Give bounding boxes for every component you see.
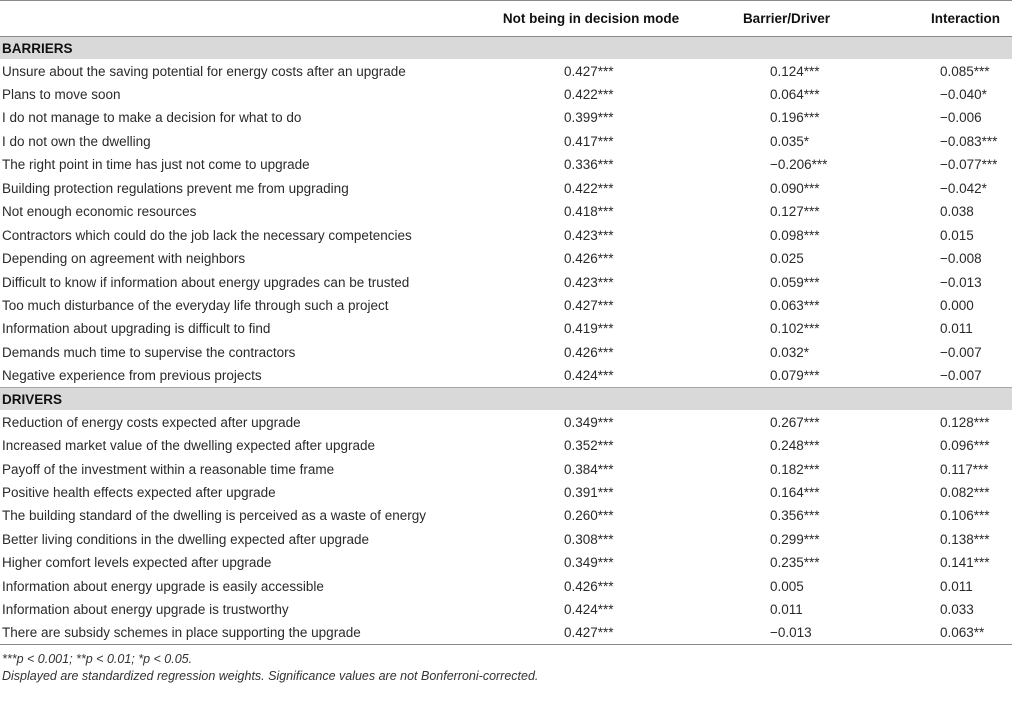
value-not-decision-mode-cell [500, 434, 682, 457]
table-row [0, 106, 1012, 129]
value-not-decision-mode-cell [500, 270, 682, 293]
table-row [0, 457, 1012, 480]
value-not-decision-mode: 0.427*** [564, 297, 614, 313]
value-interaction: −0.013 [940, 274, 982, 290]
value-interaction-cell [864, 434, 1012, 457]
table-header [0, 1, 1012, 37]
row-label: I do not manage to make a decision for what to do [2, 110, 302, 126]
row-label: Too much disturbance of the everyday life through such a project [2, 297, 389, 313]
value-barrier-driver-cell [682, 106, 864, 129]
value-barrier-driver: 0.356*** [770, 508, 820, 524]
row-label: Demands much time to supervise the contractors [2, 344, 296, 360]
value-barrier-driver: 0.011 [770, 602, 803, 618]
value-interaction: −0.007 [940, 368, 982, 384]
value-barrier-driver: 0.267*** [770, 414, 820, 430]
value-barrier-driver: 0.235*** [770, 555, 820, 571]
table-row [0, 364, 1012, 387]
value-not-decision-mode-cell [500, 83, 682, 106]
value-barrier-driver: 0.005 [770, 578, 804, 594]
row-label: Better living conditions in the dwelling expected after upgrade [2, 531, 369, 547]
value-not-decision-mode: 0.391*** [564, 484, 614, 500]
value-not-decision-mode: 0.336*** [564, 157, 614, 173]
value-not-decision-mode: 0.423*** [564, 274, 614, 290]
value-barrier-driver-cell [682, 410, 864, 433]
row-label: Building protection regulations prevent me from upgrading [2, 180, 349, 196]
table-row [0, 130, 1012, 153]
value-barrier-driver-cell [682, 270, 864, 293]
value-interaction: −0.042* [940, 180, 987, 196]
value-barrier-driver-cell [682, 83, 864, 106]
section-title: DRIVERS [0, 388, 1012, 411]
value-interaction: 0.038 [940, 204, 974, 220]
value-interaction-cell [864, 551, 1012, 574]
value-interaction: 0.085*** [940, 63, 990, 79]
value-not-decision-mode-cell [500, 504, 682, 527]
value-not-decision-mode-cell [500, 153, 682, 176]
value-barrier-driver: 0.063*** [770, 297, 820, 313]
value-not-decision-mode: 0.399*** [564, 110, 614, 126]
header-not-decision-mode: Not being in decision mode [500, 1, 682, 37]
value-barrier-driver-cell [682, 153, 864, 176]
value-not-decision-mode-cell [500, 598, 682, 621]
table-row [0, 83, 1012, 106]
value-barrier-driver: 0.090*** [770, 180, 820, 196]
value-not-decision-mode: 0.260*** [564, 508, 614, 524]
value-barrier-driver-cell [682, 434, 864, 457]
section-header-drivers [0, 388, 1012, 411]
value-barrier-driver-cell [682, 364, 864, 387]
value-interaction: 0.033 [940, 602, 974, 618]
value-interaction-cell [864, 504, 1012, 527]
value-not-decision-mode: 0.426*** [564, 578, 614, 594]
row-label: Payoff of the investment within a reasonable time frame [2, 461, 335, 477]
value-not-decision-mode-cell [500, 574, 682, 597]
table-row [0, 481, 1012, 504]
header-interaction: Interaction [864, 1, 1012, 37]
value-barrier-driver: 0.164*** [770, 484, 820, 500]
row-label: Information about upgrading is difficult to find [2, 321, 271, 337]
value-barrier-driver: 0.299*** [770, 531, 820, 547]
value-not-decision-mode-cell [500, 59, 682, 82]
value-not-decision-mode-cell [500, 457, 682, 480]
value-barrier-driver: 0.248*** [770, 438, 820, 454]
value-barrier-driver: 0.064*** [770, 87, 820, 103]
value-barrier-driver-cell [682, 457, 864, 480]
value-not-decision-mode: 0.422*** [564, 87, 614, 103]
table-row [0, 574, 1012, 597]
value-interaction: 0.106*** [940, 508, 990, 524]
value-not-decision-mode-cell [500, 364, 682, 387]
value-not-decision-mode: 0.384*** [564, 461, 614, 477]
value-not-decision-mode-cell [500, 341, 682, 364]
value-not-decision-mode-cell [500, 247, 682, 270]
row-label: Unsure about the saving potential for energy costs after an upgrade [2, 63, 406, 79]
value-interaction: −0.007 [940, 344, 982, 360]
table-notes [0, 645, 1012, 685]
value-barrier-driver-cell [682, 317, 864, 340]
value-interaction: 0.011 [940, 578, 973, 594]
value-interaction-cell [864, 294, 1012, 317]
value-interaction: −0.006 [940, 110, 982, 126]
value-interaction-cell [864, 177, 1012, 200]
value-barrier-driver: −0.013 [770, 625, 812, 641]
row-label: I do not own the dwelling [2, 133, 151, 149]
value-interaction-cell [864, 200, 1012, 223]
value-interaction: 0.063** [940, 625, 985, 641]
value-barrier-driver-cell [682, 294, 864, 317]
value-not-decision-mode-cell [500, 200, 682, 223]
value-barrier-driver: 0.025 [770, 251, 804, 267]
value-interaction: 0.000 [940, 297, 974, 313]
value-interaction: 0.082*** [940, 484, 990, 500]
row-label: There are subsidy schemes in place supporting the upgrade [0, 621, 500, 644]
value-not-decision-mode-cell [500, 621, 682, 644]
value-not-decision-mode: 0.423*** [564, 227, 614, 243]
table-row [0, 247, 1012, 270]
value-interaction: 0.117*** [940, 461, 989, 477]
value-barrier-driver-cell [682, 130, 864, 153]
header-label-column [0, 1, 500, 37]
value-barrier-driver-cell [682, 551, 864, 574]
value-barrier-driver-cell [682, 598, 864, 621]
value-barrier-driver: 0.196*** [770, 110, 820, 126]
row-label: Contractors which could do the job lack the necessary competencies [2, 227, 412, 243]
value-not-decision-mode: 0.349*** [564, 414, 614, 430]
value-interaction-cell [864, 621, 1012, 644]
value-not-decision-mode-cell [500, 130, 682, 153]
value-interaction-cell [864, 457, 1012, 480]
row-label: Information about energy upgrade is trustworthy [2, 602, 289, 618]
value-interaction-cell [864, 364, 1012, 387]
value-interaction: −0.008 [940, 251, 982, 267]
value-interaction: 0.138*** [940, 531, 990, 547]
value-interaction: 0.011 [940, 321, 973, 337]
value-barrier-driver-cell [682, 200, 864, 223]
value-interaction-cell [864, 481, 1012, 504]
value-barrier-driver: −0.206*** [770, 157, 828, 173]
value-interaction-cell [864, 598, 1012, 621]
table-row [0, 551, 1012, 574]
significance-note: ***p < 0.001; **p < 0.01; *p < 0.05. [2, 652, 193, 667]
table-row [0, 294, 1012, 317]
value-interaction-cell [864, 574, 1012, 597]
value-not-decision-mode-cell [500, 410, 682, 433]
value-not-decision-mode-cell [500, 177, 682, 200]
value-interaction: 0.015 [940, 227, 974, 243]
row-label: Not enough economic resources [2, 204, 197, 220]
table-row [0, 341, 1012, 364]
value-interaction-cell [864, 528, 1012, 551]
value-not-decision-mode: 0.352*** [564, 438, 614, 454]
row-label: The building standard of the dwelling is perceived as a waste of energy [2, 508, 427, 524]
row-label: Reduction of energy costs expected after upgrade [2, 414, 301, 430]
row-label: Negative experience from previous projects [2, 368, 262, 384]
value-barrier-driver-cell [682, 223, 864, 246]
value-interaction: −0.040* [940, 87, 987, 103]
row-label: Increased market value of the dwelling expected after upgrade [2, 438, 375, 454]
row-label: The right point in time has just not come to upgrade [2, 157, 310, 173]
value-not-decision-mode-cell [500, 528, 682, 551]
value-not-decision-mode: 0.418*** [564, 204, 614, 220]
value-barrier-driver-cell [682, 177, 864, 200]
value-not-decision-mode-cell [500, 481, 682, 504]
value-interaction: −0.077*** [940, 157, 998, 173]
table-row [0, 434, 1012, 457]
table-row [0, 153, 1012, 176]
section-title: BARRIERS [0, 37, 1012, 60]
value-interaction-cell [864, 223, 1012, 246]
value-barrier-driver: 0.124*** [770, 63, 820, 79]
table-row [0, 200, 1012, 223]
value-not-decision-mode: 0.422*** [564, 180, 614, 196]
table-row [0, 317, 1012, 340]
value-barrier-driver-cell [682, 504, 864, 527]
table-body [0, 37, 1012, 645]
value-barrier-driver: 0.059*** [770, 274, 820, 290]
value-barrier-driver: 0.032* [770, 344, 810, 360]
value-not-decision-mode: 0.424*** [564, 368, 614, 384]
value-interaction-cell [864, 130, 1012, 153]
value-barrier-driver: 0.127*** [770, 204, 820, 220]
section-header-barriers [0, 37, 1012, 60]
value-barrier-driver-cell [682, 528, 864, 551]
row-label: Plans to move soon [2, 87, 121, 103]
value-barrier-driver: 0.102*** [770, 321, 820, 337]
value-not-decision-mode: 0.426*** [564, 251, 614, 267]
value-not-decision-mode: 0.349*** [564, 555, 614, 571]
value-barrier-driver-cell [682, 574, 864, 597]
value-not-decision-mode-cell [500, 223, 682, 246]
value-barrier-driver-cell [682, 59, 864, 82]
table-row [0, 528, 1012, 551]
value-not-decision-mode-cell [500, 294, 682, 317]
value-not-decision-mode-cell [500, 106, 682, 129]
row-label: Positive health effects expected after upgrade [2, 484, 276, 500]
table-row [0, 504, 1012, 527]
value-interaction: 0.096*** [940, 438, 990, 454]
value-barrier-driver: 0.182*** [770, 461, 820, 477]
value-not-decision-mode-cell [500, 317, 682, 340]
description-note: Displayed are standardized regression weights. Significance values are not Bonferroni-corrected. [2, 669, 539, 684]
header-barrier-driver: Barrier/Driver [682, 1, 864, 37]
table-row [0, 598, 1012, 621]
value-interaction: −0.083*** [940, 133, 998, 149]
value-barrier-driver-cell [682, 247, 864, 270]
row-label: Difficult to know if information about energy upgrades can be trusted [2, 274, 410, 290]
table-row [0, 223, 1012, 246]
value-not-decision-mode: 0.308*** [564, 531, 614, 547]
value-interaction-cell [864, 317, 1012, 340]
value-interaction-cell [864, 410, 1012, 433]
value-not-decision-mode: 0.427*** [564, 625, 614, 641]
value-barrier-driver-cell [682, 481, 864, 504]
table-row [0, 59, 1012, 82]
value-interaction-cell [864, 106, 1012, 129]
value-not-decision-mode: 0.419*** [564, 321, 614, 337]
value-interaction: 0.128*** [940, 414, 990, 430]
value-not-decision-mode-cell [500, 551, 682, 574]
value-interaction-cell [864, 83, 1012, 106]
value-interaction-cell [864, 341, 1012, 364]
row-label: Higher comfort levels expected after upgrade [2, 555, 272, 571]
table-row [0, 410, 1012, 433]
value-not-decision-mode: 0.417*** [564, 133, 614, 149]
value-interaction-cell [864, 270, 1012, 293]
row-label: Information about energy upgrade is easily accessible [2, 578, 324, 594]
value-not-decision-mode: 0.424*** [564, 602, 614, 618]
value-barrier-driver-cell [682, 621, 864, 644]
row-label: Depending on agreement with neighbors [2, 251, 246, 267]
table-row [0, 270, 1012, 293]
value-not-decision-mode: 0.427*** [564, 63, 614, 79]
value-not-decision-mode: 0.426*** [564, 344, 614, 360]
value-interaction-cell [864, 247, 1012, 270]
table-row [0, 621, 1012, 644]
value-barrier-driver: 0.079*** [770, 368, 820, 384]
value-interaction: 0.141*** [940, 555, 990, 571]
value-interaction-cell [864, 59, 1012, 82]
value-barrier-driver: 0.035* [770, 133, 810, 149]
value-barrier-driver-cell [682, 341, 864, 364]
value-barrier-driver: 0.098*** [770, 227, 820, 243]
table-row [0, 177, 1012, 200]
value-interaction-cell [864, 153, 1012, 176]
